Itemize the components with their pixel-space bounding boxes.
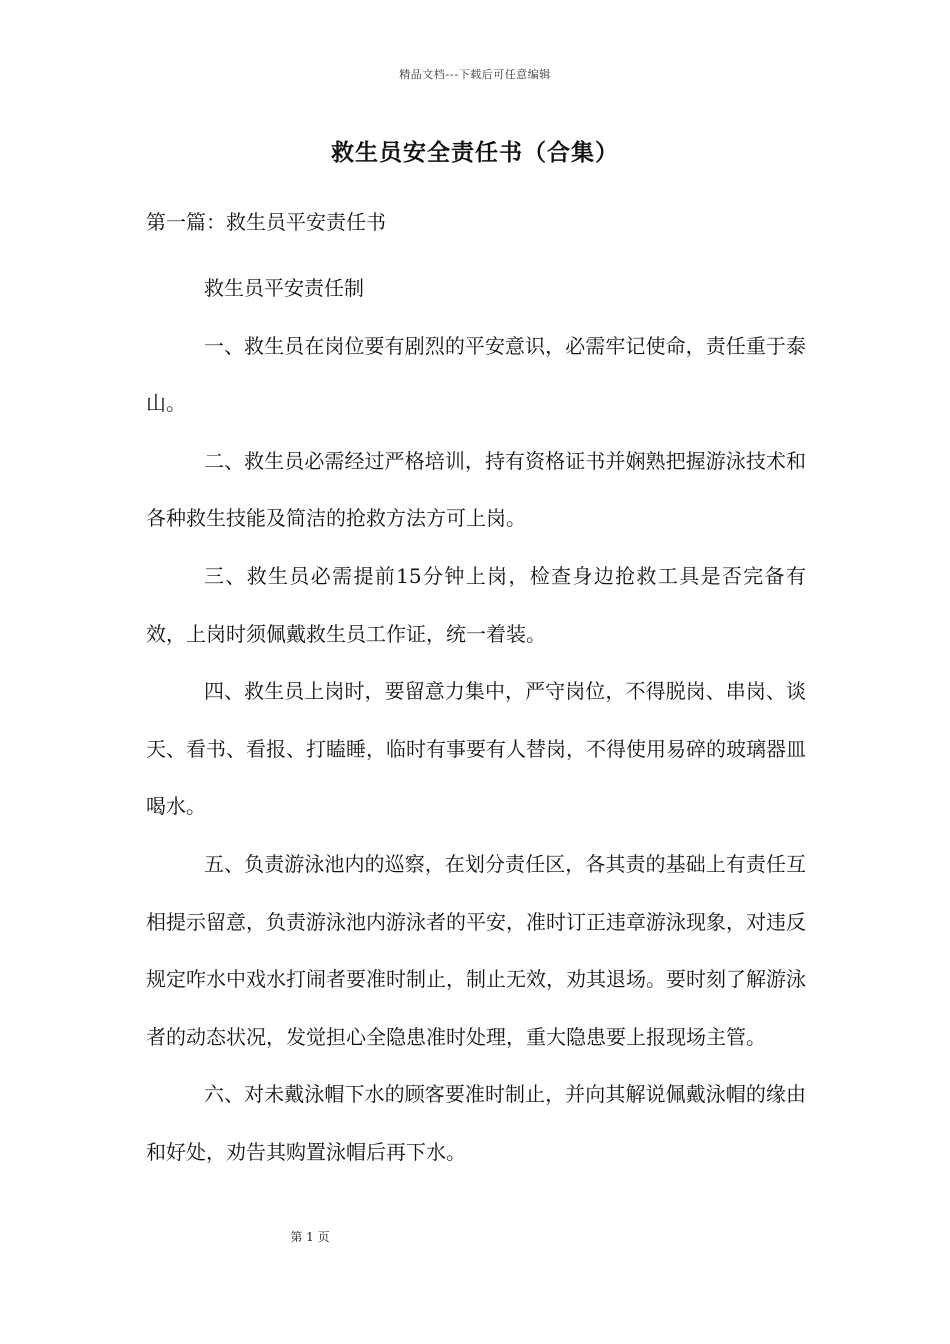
page-number: 第 1 页 <box>290 1230 330 1244</box>
section-title: 第一篇：救生员平安责任书 <box>146 210 386 234</box>
clause-4-paragraph: 四、救生员上岗时，要留意力集中，严守岗位，不得脱岗、串岗、谈天、看书、看报、打瞌睡，临时有事要有人替岗，不得使用易碎的玻璃器皿喝水。 <box>146 679 806 819</box>
document-body <box>146 260 806 1182</box>
document-title: 救生员安全责任书（合集） <box>331 140 619 166</box>
subheading-paragraph: 救生员平安责任制 <box>204 276 364 300</box>
clause-6-paragraph: 六、对未戴泳帽下水的顾客要准时制止，并向其解说佩戴泳帽的缘由和好处，劝告其购置泳帽后再下水。 <box>146 1082 806 1164</box>
clause-2-paragraph: 二、救生员必需经过严格培训，持有资格证书并娴熟把握游泳技术和各种救生技能及简洁的抢救方法方可上岗。 <box>146 448 806 531</box>
clause-3-paragraph: 三、救生员必需提前15分钟上岗，检查身边抢救工具是否完备有效，上岗时须佩戴救生员工作证，统一着装。 <box>146 563 806 646</box>
clause-5-paragraph: 五、负责游泳池内的巡察，在划分责任区，各其责的基础上有责任互相提示留意，负责游泳池内游泳者的平安，准时订正违章游泳现象，对违反规定咋水中戏水打闹者要准时制止，制止无效，劝其退场。要时刻了解游泳者的动态状况，发觉担心全隐患准时处理，重大隐患要上报现场主管。 <box>146 851 806 1049</box>
clause-1-paragraph: 一、救生员在岗位要有剧烈的平安意识，必需牢记使命，责任重于泰山。 <box>146 333 806 416</box>
header-note: 精品文档---下载后可任意编辑 <box>399 68 551 81</box>
